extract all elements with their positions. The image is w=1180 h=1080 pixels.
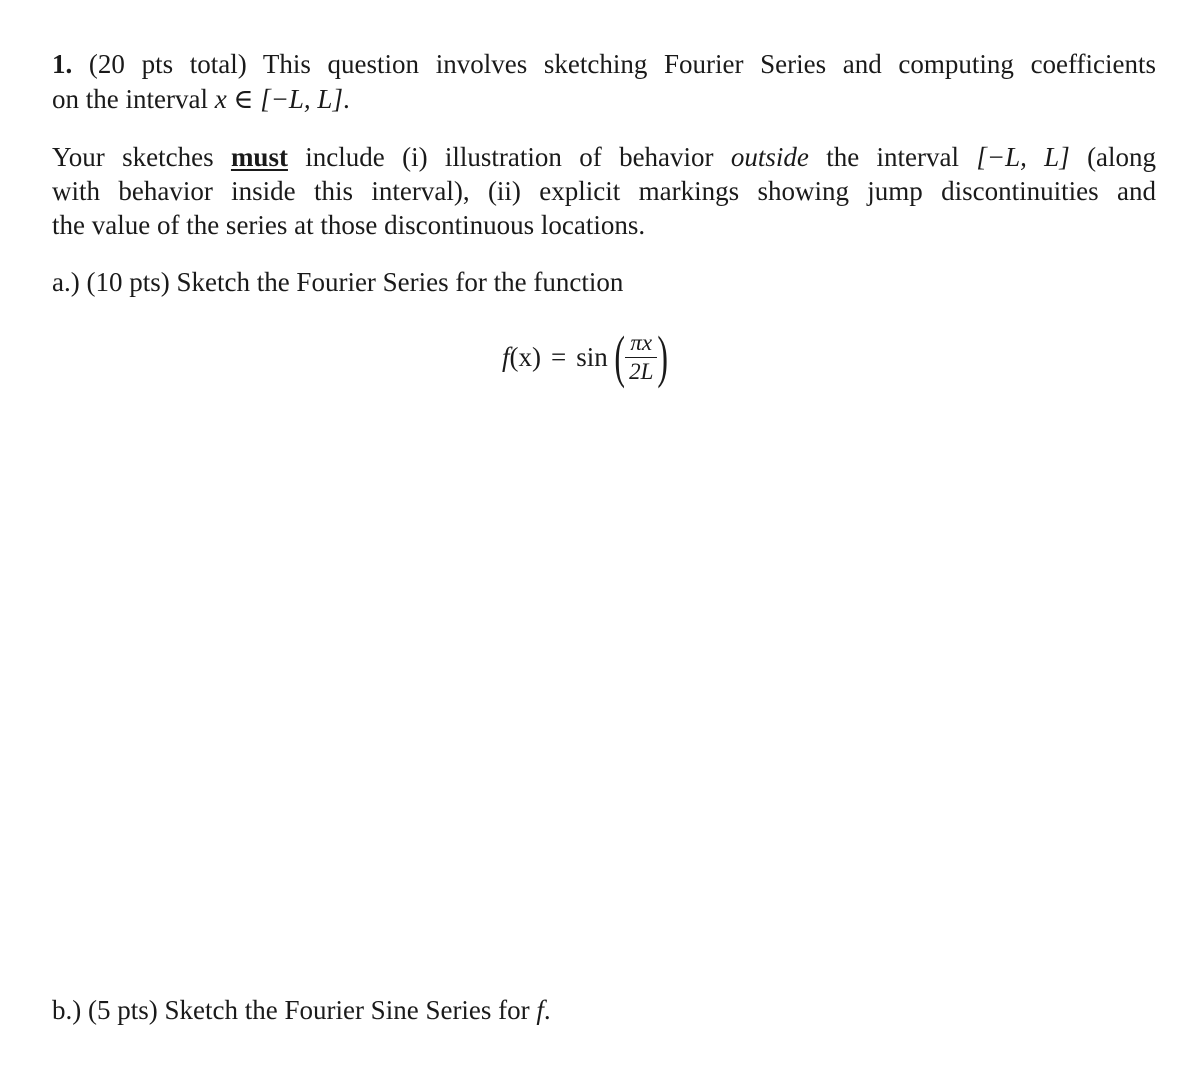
must-emphasis: must [230, 142, 288, 172]
question-number: 1. [52, 49, 73, 79]
formula-left-paren: ( [614, 324, 625, 389]
instructions-line-1 [52, 140, 1156, 174]
fraction-denominator: 2L [629, 358, 654, 384]
instructions-text: with behavior inside this interval), (ii) explicit markings showing jump discontinuities and [52, 176, 1156, 206]
part-b-f: f [536, 995, 544, 1025]
instructions-text: the value of the series at those discontinuous locations. [52, 210, 646, 240]
instructions-text: include (i) illustration of behavior [305, 142, 714, 172]
fraction-bar [625, 357, 657, 358]
formula-f: f [502, 341, 510, 372]
interval-label: on the interval [52, 84, 208, 114]
element-of-symbol: ∈ [233, 84, 254, 114]
outside-emphasis: outside [730, 142, 809, 172]
question-1-line-2 [52, 82, 1156, 116]
part-b-text: b.) (5 pts) Sketch the Fourier Sine Series for [52, 995, 530, 1025]
function-formula [502, 322, 667, 392]
question-1-line-1 [52, 47, 1156, 81]
interval-period: . [342, 84, 350, 114]
interval-value: [−L, L] [976, 142, 1070, 172]
part-a-text: a.) (10 pts) Sketch the Fourier Series for the function [52, 267, 624, 297]
part-b-period: . [543, 995, 551, 1025]
instructions-text: (along [1087, 142, 1157, 172]
formula-arg: (x) [509, 341, 541, 372]
part-a-prompt [52, 265, 1156, 299]
interval-value: [−L, L] [260, 84, 343, 114]
question-1-text: (20 pts total) This question involves sketching Fourier Series and computing coefficients [88, 49, 1157, 79]
instructions-text: Your sketches [52, 142, 214, 172]
instructions-line-3 [52, 208, 1156, 242]
formula-fraction [625, 331, 657, 384]
formula-right-paren: ) [657, 324, 669, 389]
instructions-line-2 [52, 174, 1156, 208]
part-b-prompt [52, 993, 1156, 1027]
fraction-numerator: πx [630, 329, 653, 355]
formula-sin: sin [576, 341, 608, 372]
interval-variable: x [214, 84, 227, 114]
formula-equals: = [551, 341, 567, 372]
instructions-text: the interval [826, 142, 960, 172]
